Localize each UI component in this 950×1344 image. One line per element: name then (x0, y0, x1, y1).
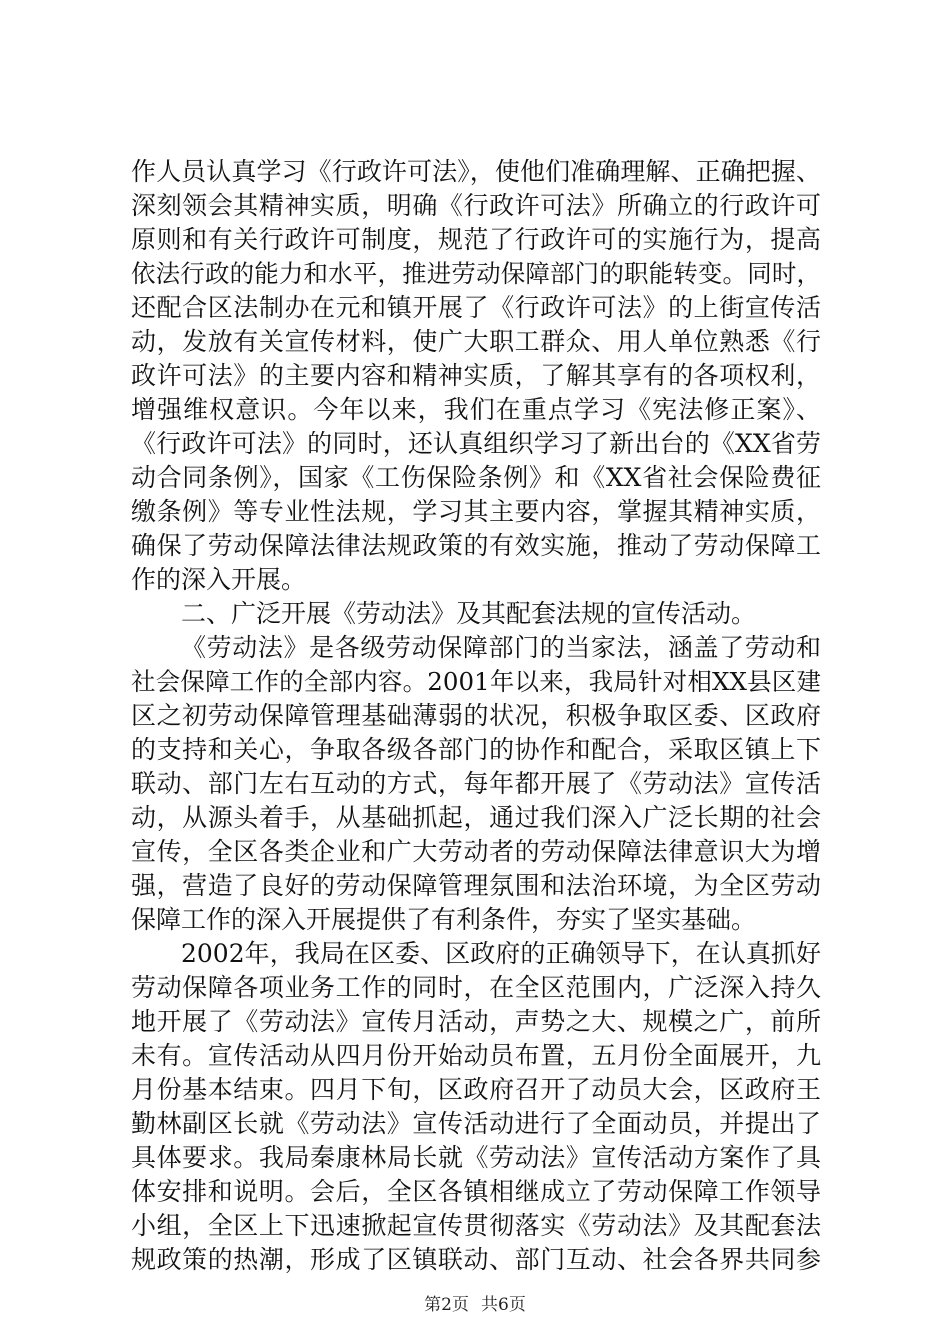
document-body (131, 155, 821, 1277)
text-line: 确保了劳动保障法律法规政策的有效实施，推动了劳动保障工 (131, 531, 821, 560)
page-number-total: 共6页 (481, 1295, 526, 1315)
text-line: 月份基本结束。四月下旬，区政府召开了动员大会，区政府王 (131, 1075, 821, 1104)
text-line: 宣传，全区各类企业和广大劳动者的劳动保障法律意识大为增 (131, 837, 821, 866)
text-line: 勤林副区长就《劳动法》宣传活动进行了全面动员，并提出了 (131, 1109, 821, 1138)
text-line: 2002年，我局在区委、区政府的正确领导下，在认真抓好 (181, 939, 821, 968)
text-line: 区之初劳动保障管理基础薄弱的状况，积极争取区委、区政府 (131, 701, 821, 730)
page-footer (0, 1290, 950, 1315)
text-line: 未有。宣传活动从四月份开始动员布置，五月份全面展开，九 (131, 1041, 821, 1070)
text-line: 体安排和说明。会后，全区各镇相继成立了劳动保障工作领导 (131, 1177, 821, 1206)
text-line: 小组，全区上下迅速掀起宣传贯彻落实《劳动法》及其配套法 (131, 1211, 821, 1240)
text-line: 动合同条例》，国家《工伤保险条例》和《XX省社会保险费征 (131, 463, 821, 492)
text-line: 增强维权意识。今年以来，我们在重点学习《宪法修正案》、 (131, 395, 821, 424)
section-heading: 二、广泛开展《劳动法》及其配套法规的宣传活动。 (181, 599, 757, 628)
text-line: 缴条例》等专业性法规，学习其主要内容，掌握其精神实质， (131, 497, 821, 526)
text-line: 依法行政的能力和水平，推进劳动保障部门的职能转变。同时， (131, 259, 821, 288)
text-line: 作的深入开展。 (131, 565, 307, 594)
text-line: 动，从源头着手，从基础抓起，通过我们深入广泛长期的社会 (131, 803, 821, 832)
text-line: 《劳动法》是各级劳动保障部门的当家法，涵盖了劳动和 (181, 633, 821, 662)
text-line: 深刻领会其精神实质，明确《行政许可法》所确立的行政许可 (131, 191, 821, 220)
text-line: 保障工作的深入开展提供了有利条件，夯实了坚实基础。 (131, 905, 757, 934)
text-line: 具体要求。我局秦康林局长就《劳动法》宣传活动方案作了具 (131, 1143, 821, 1172)
text-line: 作人员认真学习《行政许可法》，使他们准确理解、正确把握、 (131, 157, 821, 186)
text-line: 规政策的热潮，形成了区镇联动、部门互动、社会各界共同参 (131, 1245, 821, 1274)
page-number-current: 第2页 (424, 1295, 469, 1315)
text-line: 的支持和关心，争取各级各部门的协作和配合，采取区镇上下 (131, 735, 821, 764)
text-line: 劳动保障各项业务工作的同时，在全区范围内，广泛深入持久 (131, 973, 821, 1002)
text-line: 政许可法》的主要内容和精神实质，了解其享有的各项权利， (131, 361, 821, 390)
text-line: 地开展了《劳动法》宣传月活动，声势之大、规模之广，前所 (131, 1007, 821, 1036)
text-line: 联动、部门左右互动的方式，每年都开展了《劳动法》宣传活 (131, 769, 821, 798)
text-line: 原则和有关行政许可制度，规范了行政许可的实施行为，提高 (131, 225, 821, 254)
text-line: 强，营造了良好的劳动保障管理氛围和法治环境，为全区劳动 (131, 871, 821, 900)
text-line: 动，发放有关宣传材料，使广大职工群众、用人单位熟悉《行 (131, 327, 821, 356)
text-line: 《行政许可法》的同时，还认真组织学习了新出台的《XX省劳 (131, 429, 821, 458)
text-line: 还配合区法制办在元和镇开展了《行政许可法》的上街宣传活 (131, 293, 821, 322)
text-line: 社会保障工作的全部内容。2001年以来，我局针对相XX县区建 (131, 667, 821, 696)
